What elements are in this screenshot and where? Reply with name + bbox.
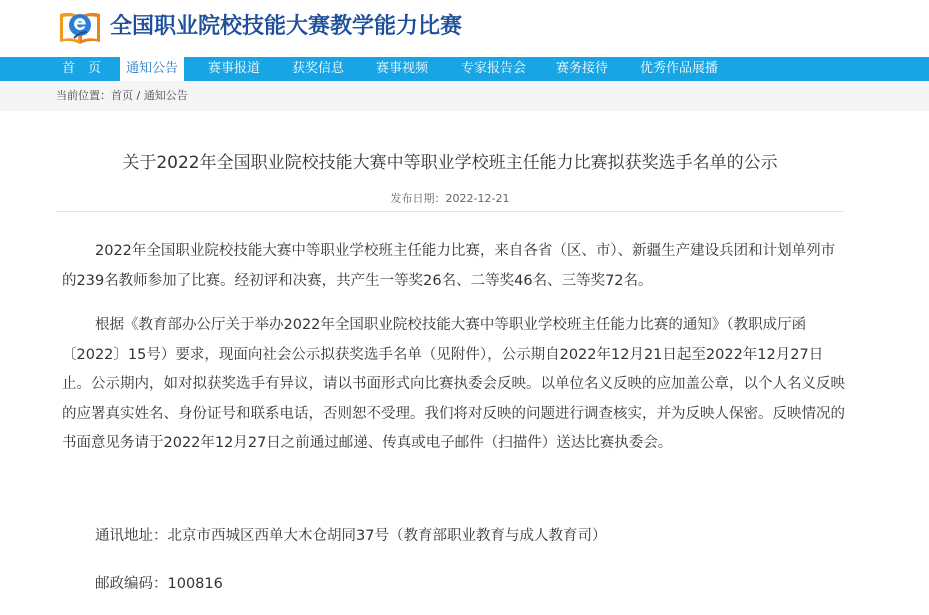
nav-item-videos[interactable]: 赛事视频 xyxy=(376,61,429,76)
contact-address: 通讯地址：北京市西城区西单大木仓胡同37号（教育部职业教育与成人教育司） xyxy=(95,528,607,544)
book-e-logo-icon[interactable] xyxy=(56,6,104,48)
nav-item-expert-talks[interactable]: 专家报告会 xyxy=(461,61,527,76)
breadcrumb-prefix: 当前位置： xyxy=(56,89,111,102)
postal-code: 邮政编码：100816 xyxy=(95,576,223,592)
publish-date: 发布日期：2022-12-21 xyxy=(390,192,510,205)
nav-item-showcase[interactable]: 优秀作品展播 xyxy=(640,61,719,76)
title-divider xyxy=(56,211,844,212)
nav-item-reports[interactable]: 赛事报道 xyxy=(208,61,261,76)
nav-item-notices[interactable]: 通知公告 xyxy=(120,57,184,81)
nav-item-awards[interactable]: 获奖信息 xyxy=(292,61,345,76)
site-title[interactable]: 全国职业院校技能大赛教学能力比赛 xyxy=(110,14,463,39)
article-paragraph: 2022年全国职业院校技能大赛中等职业学校班主任能力比赛，来自各省（区、市）、新疆生产建设兵团和计划单列市的239名教师参加了比赛。经初评和决赛，共产生一等奖26名、二等奖46名、三等奖72名。 xyxy=(62,243,836,289)
breadcrumb-bar xyxy=(0,81,929,111)
breadcrumb xyxy=(56,81,188,111)
article-paragraph: 根据《教育部办公厅关于举办2022年全国职业院校技能大赛中等职业学校班主任能力比赛的通知》（教职成厅函〔2022〕15号）要求，现面向社会公示拟获奖选手名单（见附件），公示期自2022年12月21日起至2022年12月27日止。公示期内，如对拟获奖选手有异议，请以书面形式向比赛执委会反映。以单位名义反映的应加盖公章，以个人名义反映的应署真实姓名、身份证号和联系电话，否则恕不受理。我们将对反映的问题进行调查核实，并为反映人保密。反映情况的书面意见务请于2022年12月27日之前通过邮递、传真或电子邮件（扫描件）送达比赛执委会。 xyxy=(62,317,845,451)
breadcrumb-current-link[interactable]: 通知公告 xyxy=(143,89,188,102)
breadcrumb-home-link[interactable]: 首页 xyxy=(111,89,133,102)
breadcrumb-separator: / xyxy=(133,89,144,102)
nav-item-home[interactable]: 首 页 xyxy=(62,61,102,76)
site-header xyxy=(0,0,929,57)
article-title: 关于2022年全国职业院校技能大赛中等职业学校班主任能力比赛拟获奖选手名单的公示 xyxy=(122,153,778,173)
main-nav xyxy=(0,57,929,81)
nav-item-reception[interactable]: 赛务接待 xyxy=(556,61,609,76)
